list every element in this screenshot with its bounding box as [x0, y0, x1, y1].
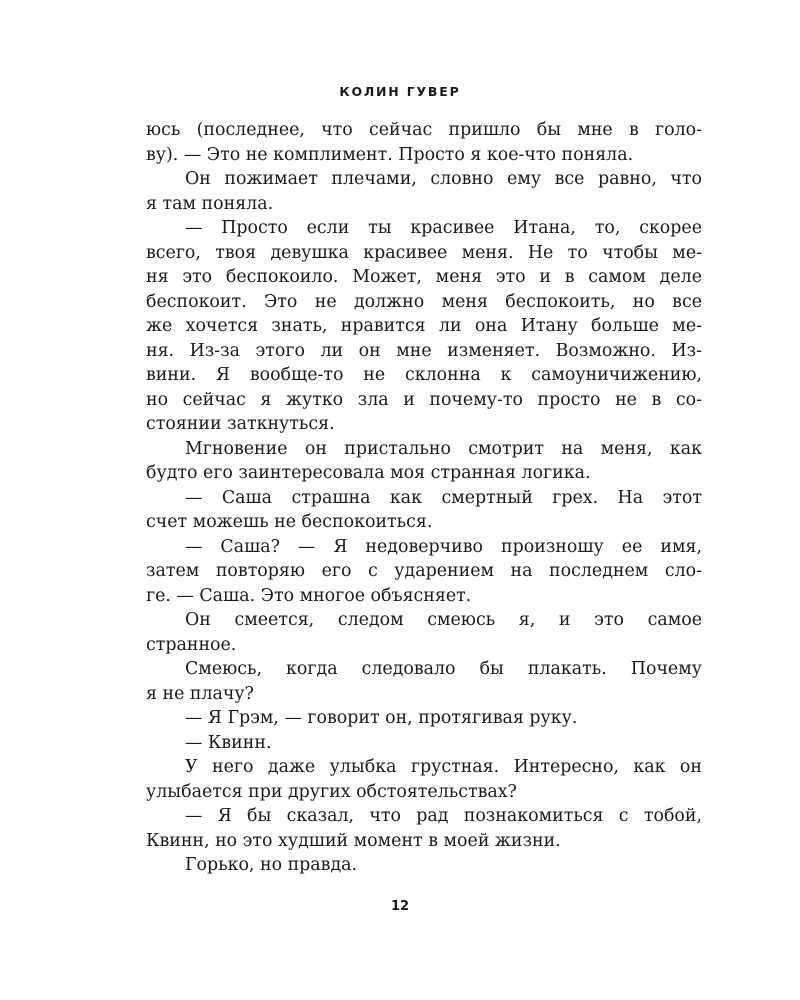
text-line: Он пожимает плечами, словно ему все равно, что [185, 169, 702, 189]
text-line: У него даже улыбка грустная. Интересно, как он [185, 757, 702, 777]
text-line: Квинн, но это худший момент в моей жизни. [146, 830, 561, 851]
text-line: Горько, но правда. [185, 855, 358, 875]
text-line: ву). — Это не комплимент. Просто я кое-что поняла. [146, 144, 634, 165]
text-line: Он смеется, следом смеюсь я, и это самое [185, 610, 702, 630]
text-line: беспокоит. Это не должно меня беспокоить, но все [146, 291, 702, 312]
text-line: я не плачу? [146, 683, 254, 704]
running-head: КОЛИН ГУВЕР [339, 84, 461, 99]
text-line: затем повторяю его с ударением на последнем сло- [146, 561, 702, 581]
text-line: же хочется знать, нравится ли она Итану больше ме- [146, 316, 702, 336]
text-line: всего, твоя девушка красивее меня. Не то чтобы ме- [146, 242, 702, 263]
text-line: — Я бы сказал, что рад познакомиться с тобой, [185, 806, 702, 826]
text-line: но сейчас я жутко зла и почему-то просто не в со- [146, 389, 702, 410]
text-line: ге. — Саша. Это многое объясняет. [146, 585, 472, 606]
text-line: ня. Из-за этого ли он мне изменяет. Возможно. Из- [146, 340, 702, 361]
text-line: я там поняла. [146, 193, 274, 214]
text-line: — Я Грэм, — говорит он, протягивая руку. [185, 708, 578, 728]
text-line: вини. Я вообще-то не склонна к самоуничижению, [146, 365, 702, 385]
text-line: Смеюсь, когда следовало бы плакать. Почему [185, 659, 702, 679]
text-line: — Саша? — Я недоверчиво произношу ее имя, [185, 536, 702, 557]
text-line: счет можешь не беспокоиться. [146, 512, 433, 532]
text-line: улыбается при других обстоятельствах? [146, 781, 517, 802]
text-line: будто его заинтересовала моя странная логика. [146, 463, 591, 483]
page-body-text [146, 118, 702, 878]
text-line: странное. [146, 634, 237, 655]
text-line: юсь (последнее, что сейчас пришло бы мне в голо- [146, 120, 702, 140]
page-number: 12 [390, 899, 410, 914]
text-line: стоянии заткнуться. [146, 414, 335, 434]
text-line: Мгновение он пристально смотрит на меня, как [185, 438, 702, 459]
text-line: — Просто если ты красивее Итана, то, скорее [185, 218, 702, 238]
text-line: — Квинн. [185, 732, 272, 753]
text-line: — Саша страшна как смертный грех. На этот [185, 487, 702, 508]
text-line: ня это беспокоило. Может, меня это и в самом деле [146, 267, 702, 287]
